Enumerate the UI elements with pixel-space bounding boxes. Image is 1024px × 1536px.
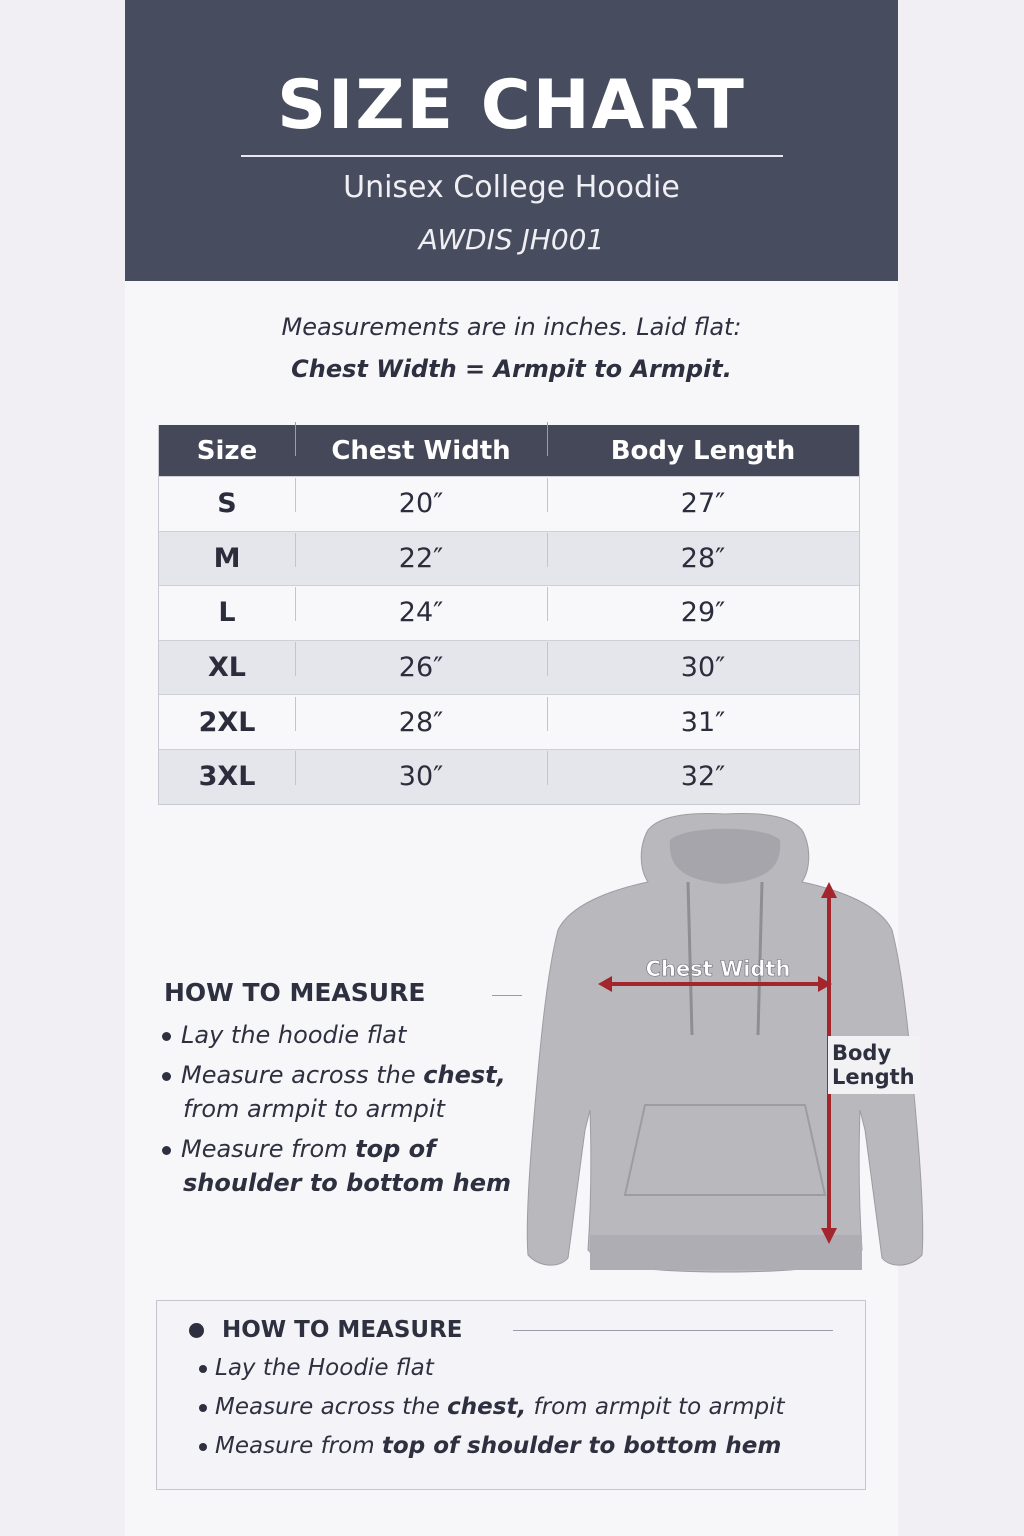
size-cell: XL — [207, 652, 247, 684]
chest-cell: 24″ — [295, 597, 547, 628]
instruction-item — [162, 1058, 506, 1126]
measurement-note: Measurements are in inches. Laid flat: — [281, 313, 742, 341]
how-to-measure-heading: HOW TO MEASURE — [164, 978, 426, 1007]
box-item — [199, 1433, 781, 1459]
table-row — [159, 640, 859, 695]
heading-rule — [492, 995, 522, 996]
header-body-length: Body Length — [547, 436, 859, 466]
box-item-emphasis: top of shoulder to bottom hem — [381, 1433, 782, 1459]
size-cell: 2XL — [198, 706, 256, 738]
box-item-emphasis: chest, — [447, 1394, 527, 1420]
bullet — [199, 1404, 207, 1412]
instruction-item — [162, 1132, 511, 1200]
page-title: SIZE CHART — [277, 66, 746, 145]
chest-width-label: Chest Width — [645, 957, 791, 981]
box-item-text: Lay the Hoodie flat — [215, 1355, 434, 1381]
hoodie-diagram — [520, 810, 930, 1280]
table-row — [159, 476, 859, 531]
bullet — [189, 1323, 204, 1338]
length-cell: 31″ — [547, 707, 859, 738]
table-row — [159, 585, 859, 640]
length-cell: 28″ — [547, 543, 859, 574]
size-table — [158, 425, 860, 805]
chest-cell: 20″ — [295, 488, 547, 519]
box-item-text: Measure from — [215, 1433, 382, 1459]
box-heading-text: HOW TO MEASURE — [222, 1317, 463, 1343]
product-name: Unisex College Hoodie — [343, 170, 680, 205]
table-row — [159, 694, 859, 749]
chest-cell: 28″ — [295, 707, 547, 738]
box-item — [199, 1355, 434, 1381]
instruction-text: from armpit to armpit — [183, 1095, 445, 1123]
length-cell: 29″ — [547, 597, 859, 628]
chest-cell: 30″ — [295, 761, 547, 792]
chest-cell: 26″ — [295, 652, 547, 683]
waistband — [590, 1235, 862, 1270]
header-size: Size — [196, 435, 258, 466]
box-heading — [189, 1317, 463, 1343]
instruction-text: Measure across the — [181, 1061, 424, 1089]
chest-definition-note: Chest Width = Armpit to Armpit. — [291, 355, 732, 383]
header-chest-width: Chest Width — [295, 436, 547, 466]
box-item-text: from armpit to armpit — [526, 1394, 785, 1420]
table-row — [159, 531, 859, 586]
size-cell: L — [218, 597, 236, 629]
length-cell: 27″ — [547, 488, 859, 519]
header-banner — [125, 0, 898, 281]
instruction-emphasis: top of — [355, 1135, 436, 1163]
instruction-emphasis: chest, — [423, 1061, 506, 1089]
box-item-text: Measure across the — [215, 1394, 448, 1420]
instruction-text: Lay the hoodie flat — [181, 1021, 407, 1049]
size-cell: 3XL — [198, 761, 256, 793]
length-cell: 30″ — [547, 652, 859, 683]
instruction-text: Measure from — [181, 1135, 356, 1163]
bullet — [162, 1032, 171, 1041]
table-header — [159, 425, 859, 476]
bullet — [199, 1443, 207, 1451]
instruction-emphasis: shoulder to bottom hem — [183, 1169, 511, 1197]
bullet — [162, 1146, 171, 1155]
product-model: AWDIS JH001 — [418, 223, 605, 256]
box-heading-rule — [513, 1330, 833, 1331]
bullet — [199, 1365, 207, 1373]
body-label: Body — [832, 1041, 892, 1065]
chest-cell: 22″ — [295, 543, 547, 574]
length-label: Length — [832, 1065, 915, 1089]
title-divider — [241, 155, 783, 157]
size-cell: S — [217, 488, 237, 520]
bullet — [162, 1072, 171, 1081]
length-cell: 32″ — [547, 761, 859, 792]
how-to-measure-box — [156, 1300, 866, 1490]
table-row — [159, 749, 859, 804]
size-cell: M — [213, 542, 241, 574]
instruction-item — [162, 1018, 406, 1052]
box-item — [199, 1394, 785, 1420]
